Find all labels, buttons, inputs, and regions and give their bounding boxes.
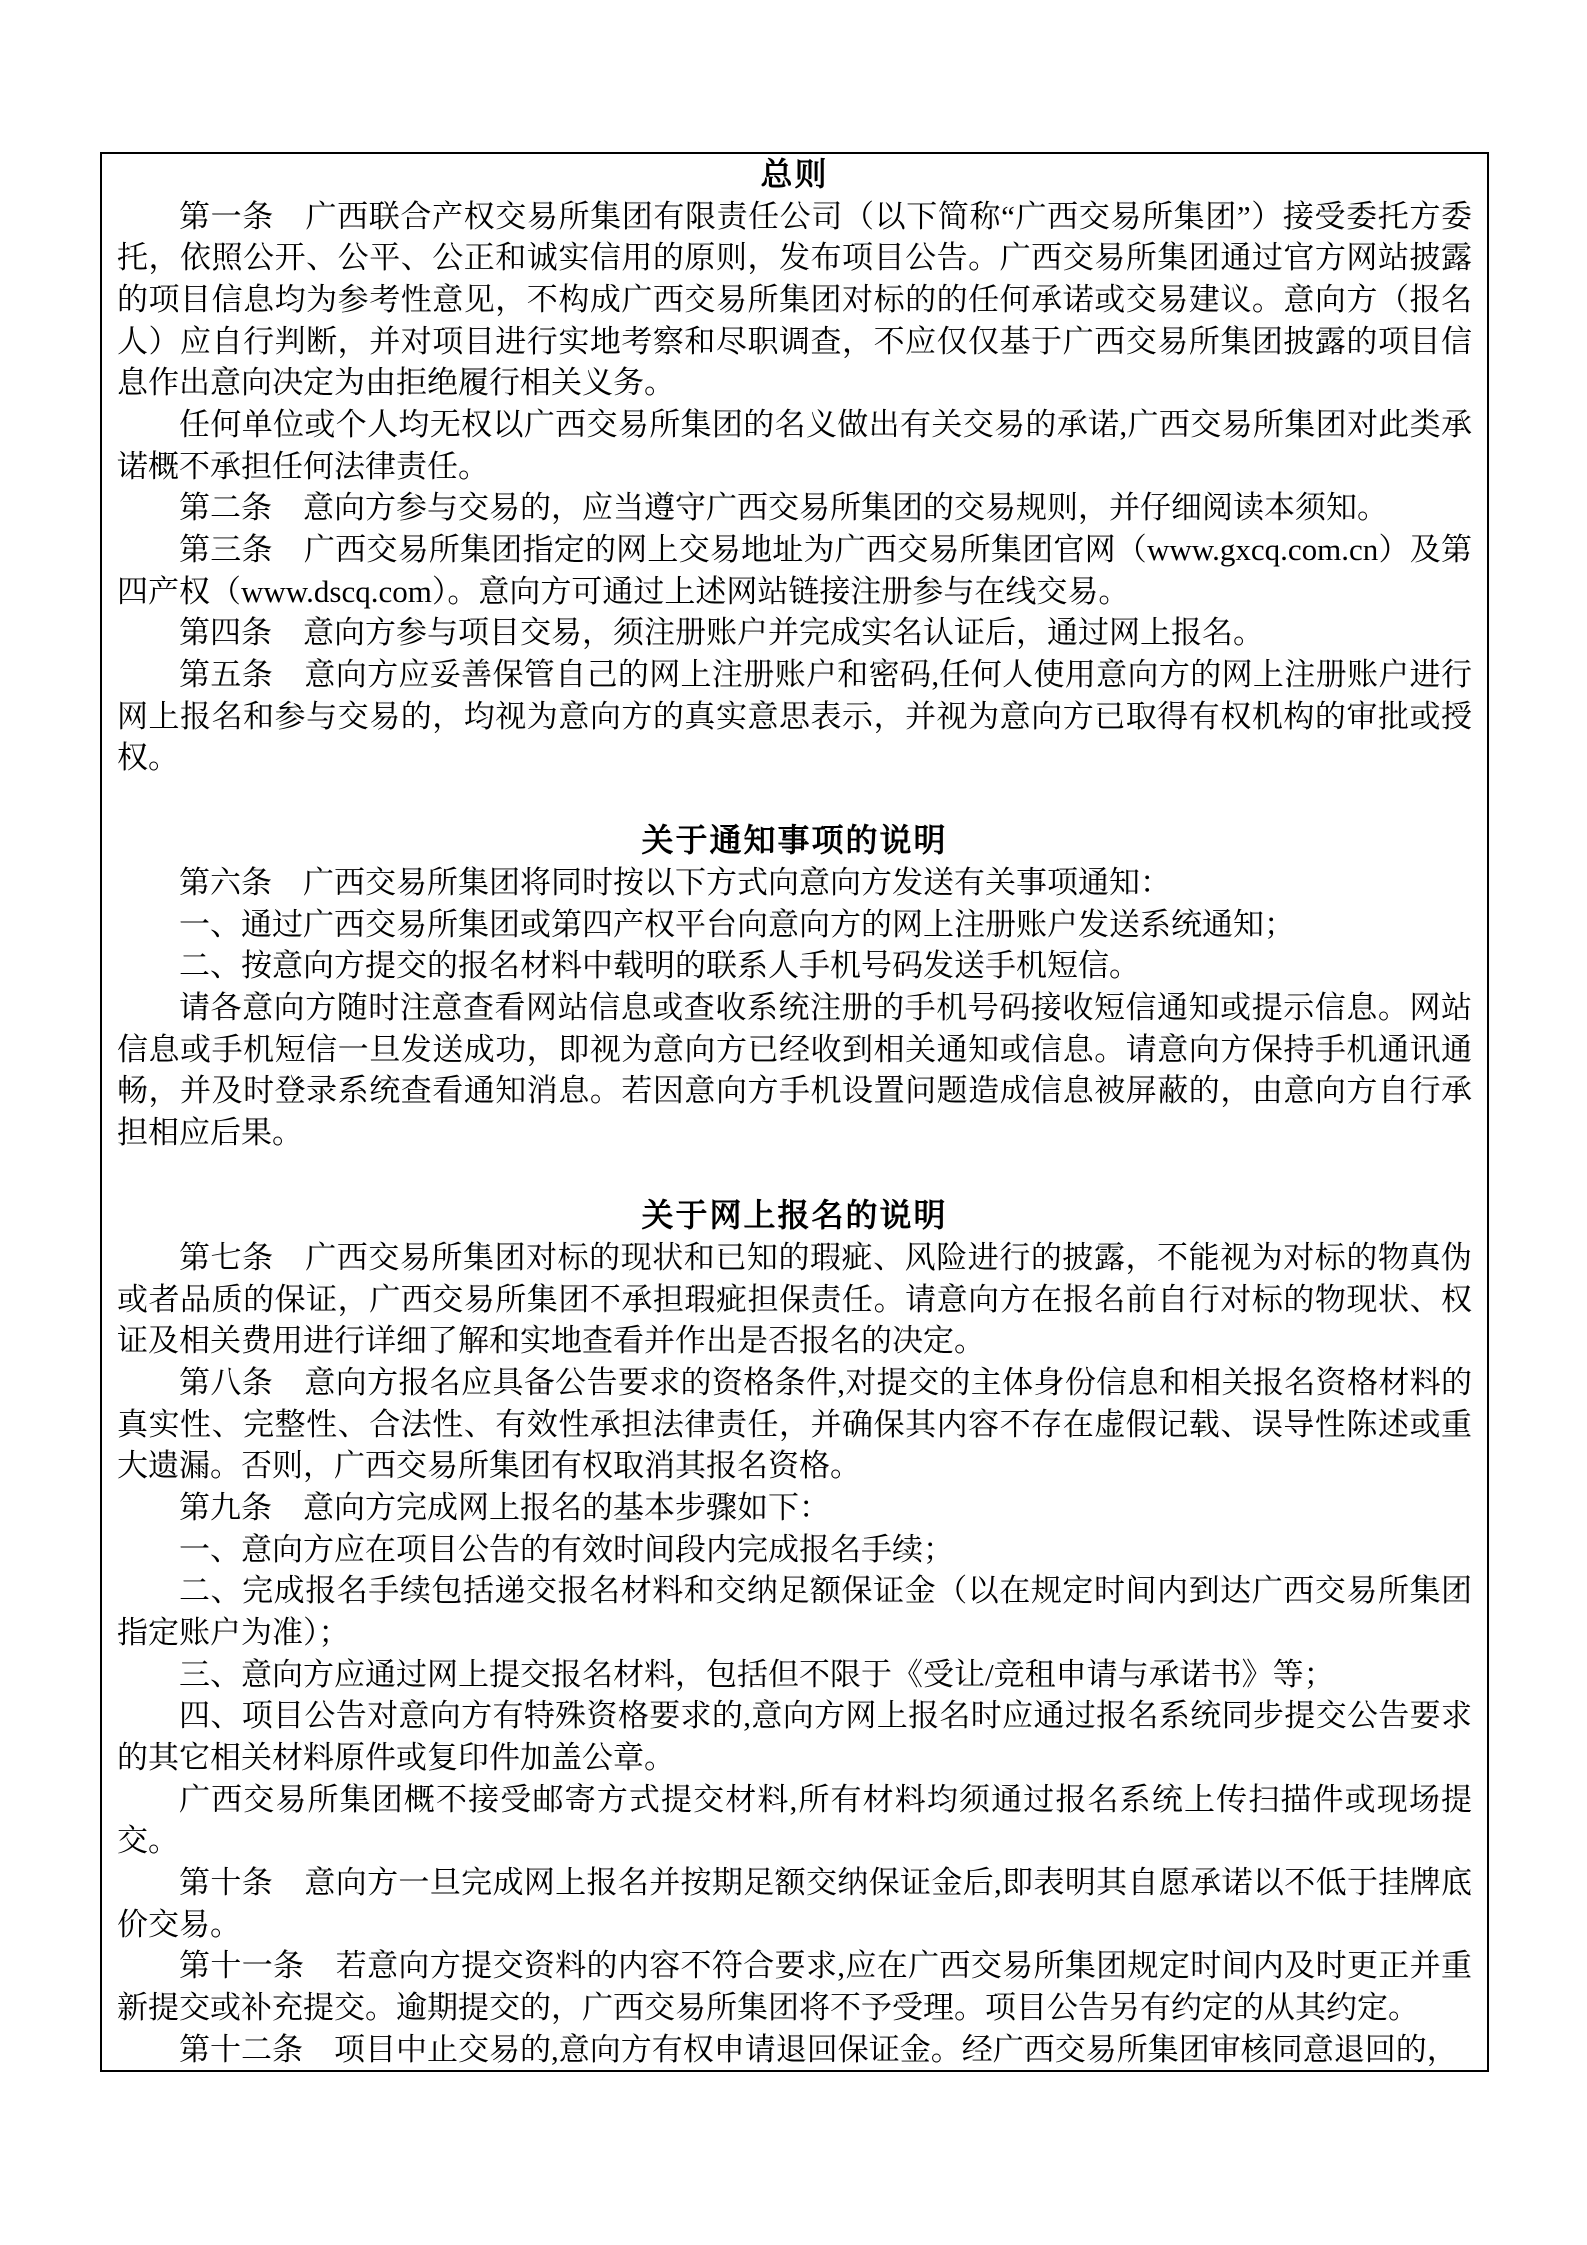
signup-step-2: 二、完成报名手续包括递交报名材料和交纳足额保证金（以在规定时间内到达广西交易所集团指定账户为准）； — [117, 1573, 1472, 1650]
clause-1: 第一条 广西联合产权交易所集团有限责任公司（以下简称“广西交易所集团”）接受委托方委托，依照公开、公平、公正和诚实信用的原则，发布项目公告。广西交易所集团通过官方网站披露的项目信息均为参考性意见，不构成广西交易所集团对标的的任何承诺或交易建议。意向方（报名人）应自行判断，并对项目进行实地考察和尽职调查，不应仅仅基于广西交易所集团披露的项目信息作出意向决定为由拒绝履行相关义务。 — [117, 198, 1472, 401]
clause-5: 第五条 意向方应妥善保管自己的网上注册账户和密码,任何人使用意向方的网上注册账户进行网上报名和参与交易的，均视为意向方的真实意思表示，并视为意向方已取得有权机构的审批或授权。 — [117, 656, 1472, 776]
signup-step-3: 三、意向方应通过网上提交报名材料，包括但不限于《受让/竞租申请与承诺书》等； — [179, 1656, 1335, 1692]
para-notification-reminder: 请各意向方随时注意查看网站信息或查收系统注册的手机号码接收短信通知或提示信息。网站信息或手机短信一旦发送成功，即视为意向方已经收到相关通知或信息。请意向方保持手机通讯通畅，并及时登录系统查看通知消息。若因意向方手机设置问题造成信息被屏蔽的，由意向方自行承担相应后果。 — [117, 990, 1472, 1151]
heading-general-provisions: 总则 — [760, 156, 829, 192]
clause-6: 第六条 广西交易所集团将同时按以下方式向意向方发送有关事项通知： — [179, 865, 1171, 901]
clause-2: 第二条 意向方参与交易的，应当遵守广西交易所集团的交易规则，并仔细阅读本须知。 — [179, 490, 1388, 526]
signup-step-4: 四、项目公告对意向方有特殊资格要求的,意向方网上报名时应通过报名系统同步提交公告要求的其它相关材料原件或复印件加盖公章。 — [117, 1698, 1472, 1775]
notify-method-2: 二、按意向方提交的报名材料中载明的联系人手机号码发送手机短信。 — [179, 948, 1140, 984]
clause-9: 第九条 意向方完成网上报名的基本步骤如下： — [179, 1489, 830, 1525]
clause-11: 第十一条 若意向方提交资料的内容不符合要求,应在广西交易所集团规定时间内及时更正并重新提交或补充提交。逾期提交的，广西交易所集团将不予受理。项目公告另有约定的从其约定。 — [117, 1948, 1472, 2025]
document-border-box — [100, 152, 1489, 2072]
clause-4: 第四条 意向方参与项目交易，须注册账户并完成实名认证后，通过网上报名。 — [179, 615, 1264, 651]
notify-method-1: 一、通过广西交易所集团或第四产权平台向意向方的网上注册账户发送系统通知； — [179, 906, 1295, 942]
clause-7: 第七条 广西交易所集团对标的现状和已知的瑕疵、风险进行的披露，不能视为对标的物真伪或者品质的保证，广西交易所集团不承担瑕疵担保责任。请意向方在报名前自行对标的物现状、权证及相关费用进行详细了解和实地查看并作出是否报名的决定。 — [117, 1240, 1472, 1359]
para-no-authority-statement: 任何单位或个人均无权以广西交易所集团的名义做出有关交易的承诺,广西交易所集团对此类承诺概不承担任何法律责任。 — [117, 406, 1472, 484]
clause-3: 第三条 广西交易所集团指定的网上交易地址为广西交易所集团官网（www.gxcq.com.cn）及第四产权（www.dscq.com）。意向方可通过上述网站链接注册参与在线交易。 — [117, 531, 1472, 609]
clause-8: 第八条 意向方报名应具备公告要求的资格条件,对提交的主体身份信息和相关报名资格材料的真实性、完整性、合法性、有效性承担法律责任，并确保其内容不存在虚假记载、误导性陈述或重大遗漏。否则，广西交易所集团有权取消其报名资格。 — [117, 1365, 1472, 1484]
clause-12: 第十二条 项目中止交易的,意向方有权申请退回保证金。经广西交易所集团审核同意退回的， — [179, 2031, 1458, 2067]
para-no-mail-submission: 广西交易所集团概不接受邮寄方式提交材料,所有材料均须通过报名系统上传扫描件或现场提交。 — [117, 1781, 1472, 1859]
heading-notification-notes: 关于通知事项的说明 — [641, 822, 948, 859]
clause-10: 第十条 意向方一旦完成网上报名并按期足额交纳保证金后,即表明其自愿承诺以不低于挂牌底价交易。 — [117, 1864, 1472, 1942]
signup-step-1: 一、意向方应在项目公告的有效时间段内完成报名手续； — [179, 1531, 954, 1567]
heading-online-registration-notes: 关于网上报名的说明 — [641, 1197, 948, 1234]
